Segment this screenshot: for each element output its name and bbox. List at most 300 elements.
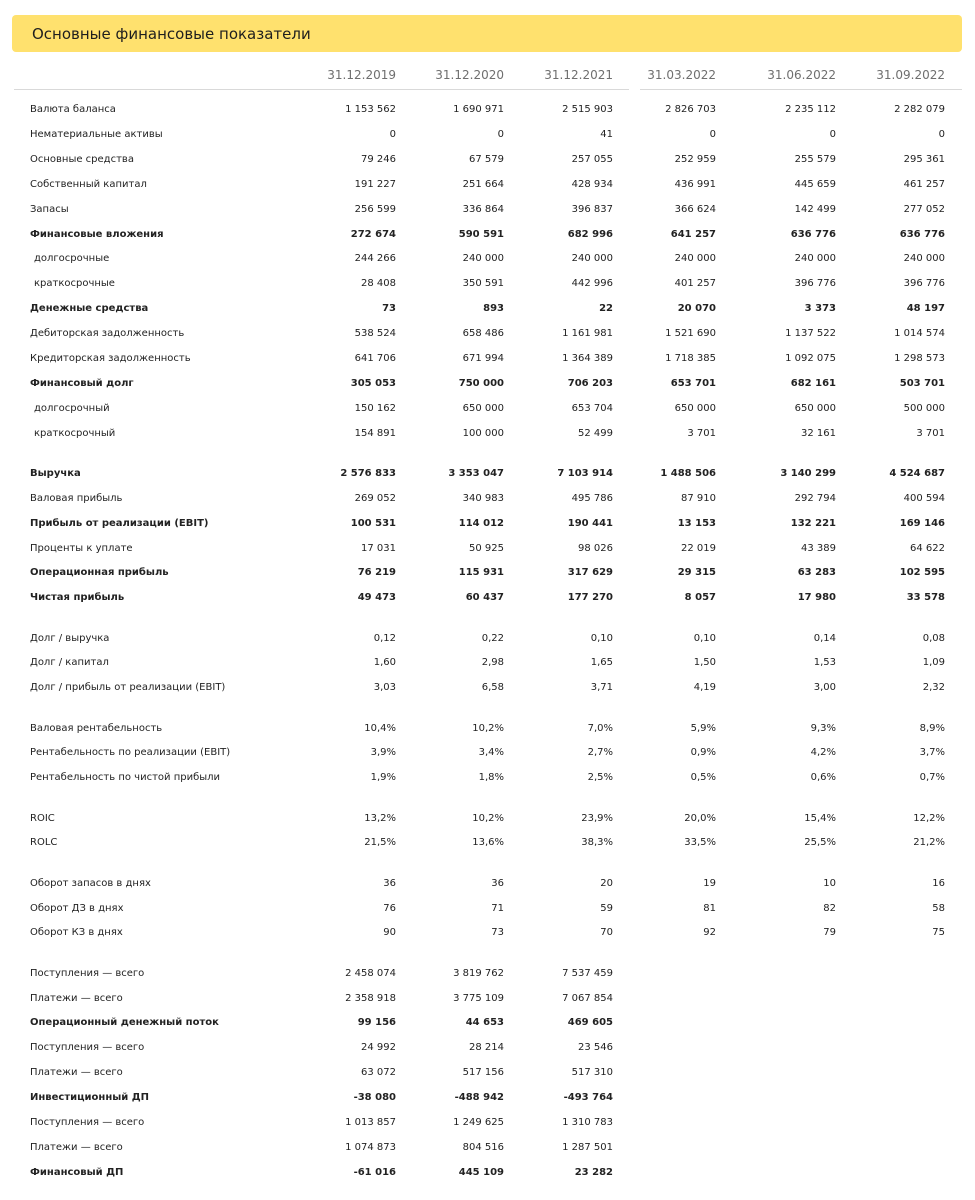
cell-value: 0,10 [590,633,613,644]
cell-value: 92 [703,927,716,938]
cell-value: 16 [932,878,945,889]
cell-value: 0,22 [481,633,504,644]
row-label: Проценты к уплате [30,543,133,554]
column-header: 31.12.2019 [327,68,396,82]
cell-value: 1 161 981 [562,328,613,339]
row-label: краткосрочные [34,278,115,289]
cell-value: 10 [823,878,836,889]
cell-value: 0 [389,129,396,140]
cell-value: 3 701 [687,428,716,439]
cell-value: 240 000 [571,253,613,264]
cell-value: 81 [703,903,716,914]
row-label: Долг / выручка [30,633,110,644]
row-label: долгосрочный [34,403,110,414]
cell-value: 1,60 [373,657,396,668]
table-row [0,926,975,940]
cell-value: 12,2% [913,813,945,824]
cell-value: -493 764 [563,1092,613,1103]
cell-value: 442 996 [571,278,613,289]
cell-value: 29 315 [677,567,716,578]
cell-value: 1 137 522 [785,328,836,339]
cell-value: 73 [382,303,396,314]
cell-value: 33 578 [906,592,945,603]
row-label: ROIC [30,813,55,824]
row-label: Долг / капитал [30,657,109,668]
cell-value: -488 942 [454,1092,504,1103]
cell-value: 3,00 [813,682,836,693]
cell-value: 682 161 [790,378,836,389]
row-label: Чистая прибыль [30,592,125,603]
table-row [0,103,975,117]
cell-value: 706 203 [567,378,613,389]
cell-value: 190 441 [567,518,613,529]
cell-value: 75 [932,927,945,938]
cell-value: 9,3% [810,723,836,734]
row-label: Запасы [30,204,69,215]
cell-value: 269 052 [354,493,396,504]
cell-value: 142 499 [794,204,836,215]
cell-value: 2 576 833 [340,468,396,479]
cell-value: 0,12 [373,633,396,644]
cell-value: 305 053 [350,378,396,389]
cell-value: 191 227 [354,179,396,190]
cell-value: 3,4% [478,747,504,758]
cell-value: 58 [932,903,945,914]
cell-value: 115 931 [458,567,504,578]
row-label: долгосрочные [34,253,110,264]
cell-value: 2,98 [481,657,504,668]
cell-value: 36 [491,878,504,889]
row-label: Поступления — всего [30,1117,145,1128]
table-row [0,203,975,217]
table-row [0,228,975,242]
cell-value: 503 701 [899,378,945,389]
table-row [0,327,975,341]
cell-value: 0 [938,129,945,140]
cell-value: 100 000 [462,428,504,439]
row-label: Поступления — всего [30,1042,145,1053]
table-row [0,153,975,167]
cell-value: 1 092 075 [785,353,836,364]
cell-value: 79 [823,927,836,938]
cell-value: 436 991 [674,179,716,190]
cell-value: 3,7% [919,747,945,758]
table-row [0,1016,975,1030]
cell-value: 461 257 [903,179,945,190]
table-row [0,877,975,891]
row-label: Финансовый долг [30,378,134,389]
cell-value: 255 579 [794,154,836,165]
cell-value: 21,5% [364,837,396,848]
header-divider [14,89,629,90]
cell-value: 6,58 [481,682,504,693]
cell-value: 17 980 [797,592,836,603]
column-header: 31.12.2020 [435,68,504,82]
cell-value: 43 389 [801,543,836,554]
cell-value: 340 983 [462,493,504,504]
cell-value: 4,19 [693,682,716,693]
cell-value: 1,65 [590,657,613,668]
cell-value: 90 [383,927,396,938]
row-label: Рентабельность по реализации (EBIT) [30,747,231,758]
cell-value: 177 270 [567,592,613,603]
cell-value: 13 153 [677,518,716,529]
table-row [0,427,975,441]
cell-value: 4,2% [810,747,836,758]
cell-value: 4 524 687 [889,468,945,479]
row-label: Валовая рентабельность [30,723,163,734]
cell-value: 3 353 047 [448,468,504,479]
cell-value: 650 000 [674,403,716,414]
row-label: Платежи — всего [30,993,123,1004]
cell-value: 517 156 [462,1067,504,1078]
cell-value: 25,5% [804,837,836,848]
cell-value: 396 837 [571,204,613,215]
cell-value: 99 156 [357,1017,396,1028]
table-row [0,402,975,416]
cell-value: 114 012 [458,518,504,529]
table-row [0,681,975,695]
cell-value: 10,2% [472,813,504,824]
table-row [0,566,975,580]
cell-value: 71 [491,903,504,914]
page-title [12,15,962,52]
cell-value: 19 [703,878,716,889]
row-label: Поступления — всего [30,968,145,979]
cell-value: 2 235 112 [785,104,836,115]
cell-value: 3 373 [804,303,836,314]
cell-value: 63 283 [797,567,836,578]
cell-value: 636 776 [899,229,945,240]
cell-value: 0,10 [693,633,716,644]
column-header: 31.03.2022 [647,68,716,82]
row-label: Дебиторская задолженность [30,328,185,339]
cell-value: 132 221 [790,518,836,529]
cell-value: 538 524 [354,328,396,339]
cell-value: 22 [599,303,613,314]
column-header: 31.12.2021 [544,68,613,82]
cell-value: 48 197 [906,303,945,314]
row-label: Оборот ДЗ в днях [30,903,124,914]
table-row [0,277,975,291]
cell-value: 28 408 [361,278,396,289]
row-label: Собственный капитал [30,179,147,190]
cell-value: 240 000 [462,253,504,264]
cell-value: 3,9% [370,747,396,758]
cell-value: 2 826 703 [665,104,716,115]
cell-value: 428 934 [571,179,613,190]
cell-value: 2 282 079 [894,104,945,115]
cell-value: 2 515 903 [562,104,613,115]
cell-value: 317 629 [567,567,613,578]
table-row [0,1091,975,1105]
cell-value: 28 214 [469,1042,504,1053]
cell-value: 244 266 [354,253,396,264]
cell-value: 1 298 573 [894,353,945,364]
table-row [0,656,975,670]
row-label: Нематериальные активы [30,129,163,140]
table-row [0,128,975,142]
row-label: Валюта баланса [30,104,116,115]
column-header: 31.09.2022 [876,68,945,82]
cell-value: 67 579 [469,154,504,165]
cell-value: 893 [483,303,504,314]
row-label: Основные средства [30,154,134,165]
cell-value: 70 [600,927,613,938]
cell-value: 102 595 [899,567,945,578]
cell-value: 3 819 762 [453,968,504,979]
cell-value: 0,5% [690,772,716,783]
cell-value: 401 257 [674,278,716,289]
table-row [0,542,975,556]
row-label: Прибыль от реализации (EBIT) [30,518,209,529]
cell-value: 169 146 [899,518,945,529]
cell-value: 277 052 [903,204,945,215]
table-row [0,722,975,736]
cell-value: 1 153 562 [345,104,396,115]
cell-value: 445 659 [794,179,836,190]
cell-value: 13,2% [364,813,396,824]
table-row [0,992,975,1006]
cell-value: 366 624 [674,204,716,215]
cell-value: 641 706 [354,353,396,364]
table-row [0,836,975,850]
cell-value: 8 057 [684,592,716,603]
cell-value: 22 019 [681,543,716,554]
table-row [0,352,975,366]
cell-value: 1,9% [370,772,396,783]
cell-value: 52 499 [578,428,613,439]
cell-value: 3 701 [916,428,945,439]
cell-value: 13,6% [472,837,504,848]
cell-value: 2 458 074 [345,968,396,979]
table-row [0,1041,975,1055]
cell-value: 24 992 [361,1042,396,1053]
cell-value: 3 775 109 [453,993,504,1004]
cell-value: 1 013 857 [345,1117,396,1128]
row-label: ROLC [30,837,58,848]
cell-value: 1,53 [813,657,836,668]
cell-value: 87 910 [681,493,716,504]
table-row [0,492,975,506]
cell-value: 23 546 [578,1042,613,1053]
table-row [0,967,975,981]
table-row [0,377,975,391]
cell-value: 50 925 [469,543,504,554]
cell-value: 1 718 385 [665,353,716,364]
cell-value: 64 622 [910,543,945,554]
cell-value: 15,4% [804,813,836,824]
cell-value: 257 055 [571,154,613,165]
cell-value: 20 070 [677,303,716,314]
cell-value: 44 653 [465,1017,504,1028]
cell-value: 1,09 [922,657,945,668]
row-label: Финансовый ДП [30,1167,124,1178]
table-row [0,1116,975,1130]
row-label: Операционный денежный поток [30,1017,219,1028]
cell-value: 750 000 [458,378,504,389]
cell-value: 23 282 [574,1167,613,1178]
table-row [0,812,975,826]
cell-value: 517 310 [571,1067,613,1078]
cell-value: 23,9% [581,813,613,824]
cell-value: 1 014 574 [894,328,945,339]
row-label: Платежи — всего [30,1067,123,1078]
cell-value: 0,7% [919,772,945,783]
cell-value: 20,0% [684,813,716,824]
cell-value: 0,6% [810,772,836,783]
cell-value: 1 249 625 [453,1117,504,1128]
cell-value: 49 473 [357,592,396,603]
row-label: Платежи — всего [30,1142,123,1153]
cell-value: 5,9% [690,723,716,734]
cell-value: 3 140 299 [780,468,836,479]
cell-value: 641 257 [670,229,716,240]
cell-value: 240 000 [674,253,716,264]
cell-value: 60 437 [465,592,504,603]
header-divider [640,89,962,90]
cell-value: 256 599 [354,204,396,215]
table-row [0,902,975,916]
cell-value: 396 776 [794,278,836,289]
cell-value: 0 [497,129,504,140]
cell-value: 1 690 971 [453,104,504,115]
cell-value: 396 776 [903,278,945,289]
table-row [0,1166,975,1180]
cell-value: 0 [709,129,716,140]
cell-value: 590 591 [458,229,504,240]
table-row [0,1066,975,1080]
cell-value: 0,08 [922,633,945,644]
cell-value: 1 287 501 [562,1142,613,1153]
cell-value: 295 361 [903,154,945,165]
cell-value: -38 080 [353,1092,396,1103]
cell-value: 2 358 918 [345,993,396,1004]
cell-value: 650 000 [462,403,504,414]
cell-value: 2,7% [587,747,613,758]
cell-value: 350 591 [462,278,504,289]
cell-value: 636 776 [790,229,836,240]
row-label: Оборот КЗ в днях [30,927,123,938]
cell-value: 7 067 854 [562,993,613,1004]
row-label: Инвестиционный ДП [30,1092,150,1103]
cell-value: 292 794 [794,493,836,504]
cell-value: 272 674 [350,229,396,240]
cell-value: 1 521 690 [665,328,716,339]
table-row [0,746,975,760]
cell-value: 7 537 459 [562,968,613,979]
row-label: Кредиторская задолженность [30,353,191,364]
row-label: краткосрочный [34,428,116,439]
cell-value: 1 364 389 [562,353,613,364]
cell-value: 336 864 [462,204,504,215]
cell-value: 0 [829,129,836,140]
cell-value: 1 310 783 [562,1117,613,1128]
cell-value: 650 000 [794,403,836,414]
cell-value: 79 246 [361,154,396,165]
row-label: Долг / прибыль от реализации (EBIT) [30,682,226,693]
cell-value: 20 [600,878,613,889]
table-row [0,771,975,785]
cell-value: 653 701 [670,378,716,389]
cell-value: 98 026 [578,543,613,554]
cell-value: 41 [600,129,613,140]
cell-value: 10,2% [472,723,504,734]
cell-value: 73 [491,927,504,938]
cell-value: 59 [600,903,613,914]
cell-value: 76 219 [357,567,396,578]
row-label: Операционная прибыль [30,567,169,578]
cell-value: 2,32 [922,682,945,693]
cell-value: 653 704 [571,403,613,414]
cell-value: 251 664 [462,179,504,190]
cell-value: 33,5% [684,837,716,848]
column-header: 31.06.2022 [767,68,836,82]
cell-value: 658 486 [462,328,504,339]
cell-value: 240 000 [903,253,945,264]
cell-value: 21,2% [913,837,945,848]
cell-value: -61 016 [353,1167,396,1178]
cell-value: 38,3% [581,837,613,848]
cell-value: 150 162 [354,403,396,414]
cell-value: 8,9% [919,723,945,734]
cell-value: 1 074 873 [345,1142,396,1153]
cell-value: 3,71 [590,682,613,693]
cell-value: 804 516 [462,1142,504,1153]
cell-value: 0,9% [690,747,716,758]
row-label: Денежные средства [30,303,149,314]
cell-value: 100 531 [350,518,396,529]
cell-value: 82 [823,903,836,914]
row-label: Рентабельность по чистой прибыли [30,772,221,783]
cell-value: 0,14 [813,633,836,644]
table-row [0,591,975,605]
cell-value: 17 031 [361,543,396,554]
table-row [0,1141,975,1155]
row-label: Выручка [30,468,81,479]
table-row [0,302,975,316]
cell-value: 1,50 [693,657,716,668]
cell-value: 7 103 914 [557,468,613,479]
cell-value: 7,0% [587,723,613,734]
table-row [0,517,975,531]
table-row [0,252,975,266]
cell-value: 240 000 [794,253,836,264]
row-label: Финансовые вложения [30,229,164,240]
cell-value: 1 488 506 [660,468,716,479]
cell-value: 32 161 [801,428,836,439]
page-title-text: Основные финансовые показатели [32,24,311,43]
cell-value: 400 594 [903,493,945,504]
row-label: Валовая прибыль [30,493,123,504]
cell-value: 10,4% [364,723,396,734]
cell-value: 671 994 [462,353,504,364]
cell-value: 76 [383,903,396,914]
cell-value: 3,03 [373,682,396,693]
cell-value: 682 996 [567,229,613,240]
cell-value: 154 891 [354,428,396,439]
cell-value: 1,8% [478,772,504,783]
table-row [0,178,975,192]
cell-value: 2,5% [587,772,613,783]
cell-value: 445 109 [458,1167,504,1178]
cell-value: 495 786 [571,493,613,504]
cell-value: 63 072 [361,1067,396,1078]
cell-value: 36 [383,878,396,889]
table-row [0,467,975,481]
cell-value: 500 000 [903,403,945,414]
row-label: Оборот запасов в днях [30,878,151,889]
